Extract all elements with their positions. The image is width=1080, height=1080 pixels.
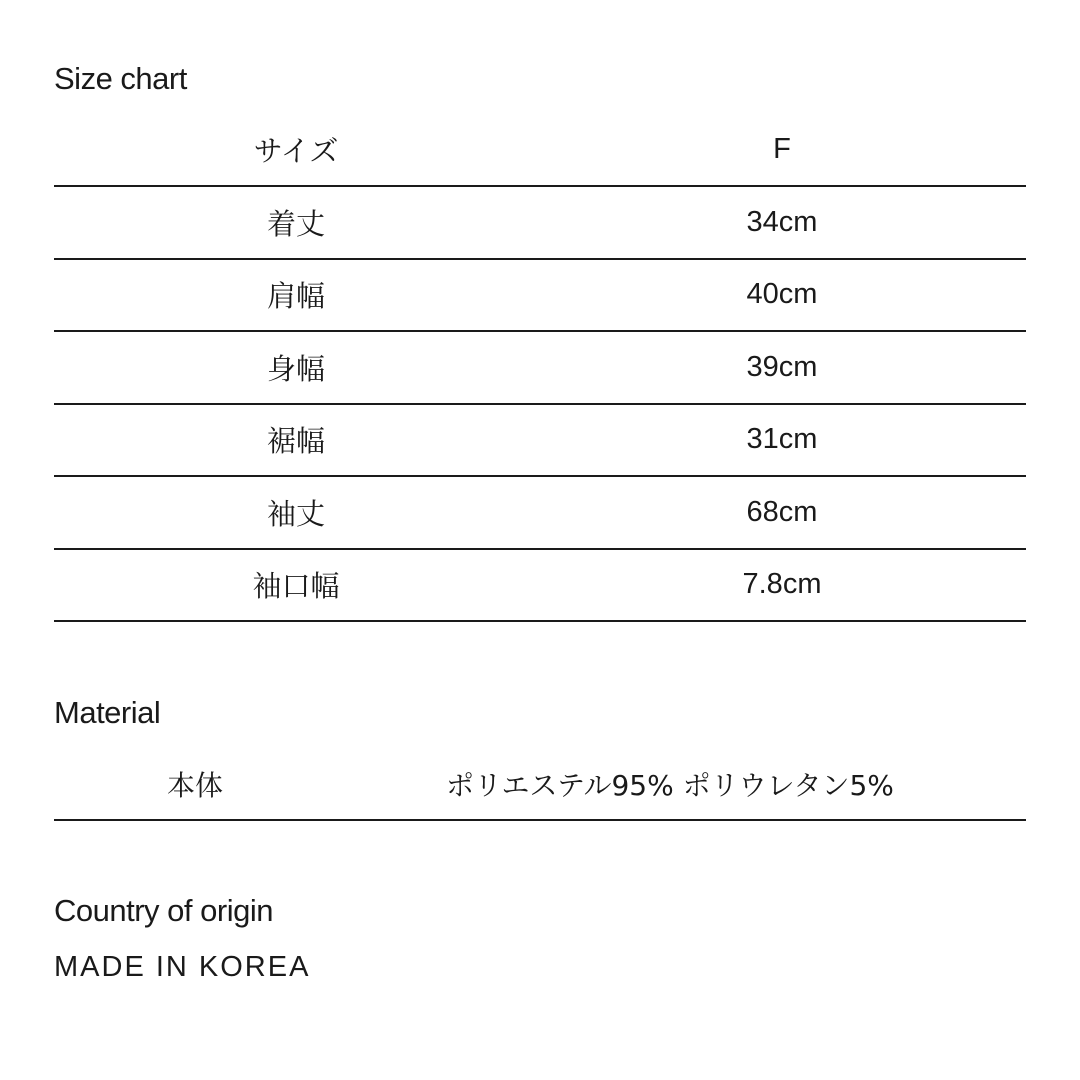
material-title: Material <box>54 695 161 730</box>
measurement-label: 肩幅 <box>266 279 325 314</box>
table-row <box>54 748 1026 821</box>
material-composition: ポリエステル95% ポリウレタン5% <box>446 768 894 802</box>
measurement-value: 68cm <box>746 495 818 528</box>
country-of-origin-value: MADE IN KOREA <box>54 951 311 983</box>
table-row <box>54 187 1026 260</box>
measurement-label: 身幅 <box>266 351 325 386</box>
measurement-value: 40cm <box>746 278 818 311</box>
measurement-label: 袖丈 <box>266 496 325 531</box>
country-of-origin-title: Country of origin <box>54 893 273 928</box>
table-row <box>54 332 1026 405</box>
material-part-label: 本体 <box>166 768 223 802</box>
measurement-label: 裾幅 <box>266 424 325 459</box>
size-chart-table <box>54 114 1026 622</box>
measurement-label: 着丈 <box>266 206 325 241</box>
size-chart-header-row <box>54 114 1026 187</box>
measurement-value: 31cm <box>746 423 818 456</box>
table-row <box>54 550 1026 623</box>
table-row <box>54 405 1026 478</box>
table-row <box>54 260 1026 333</box>
measurement-label: 袖口幅 <box>252 569 340 604</box>
material-table <box>54 748 1026 821</box>
measurement-value: 7.8cm <box>742 568 822 601</box>
measurement-value: 34cm <box>746 205 818 238</box>
measurement-value: 39cm <box>746 350 818 383</box>
size-header-value: F <box>773 133 791 165</box>
size-chart-title: Size chart <box>54 61 187 96</box>
table-row <box>54 477 1026 550</box>
size-header-label: サイズ <box>253 134 339 168</box>
